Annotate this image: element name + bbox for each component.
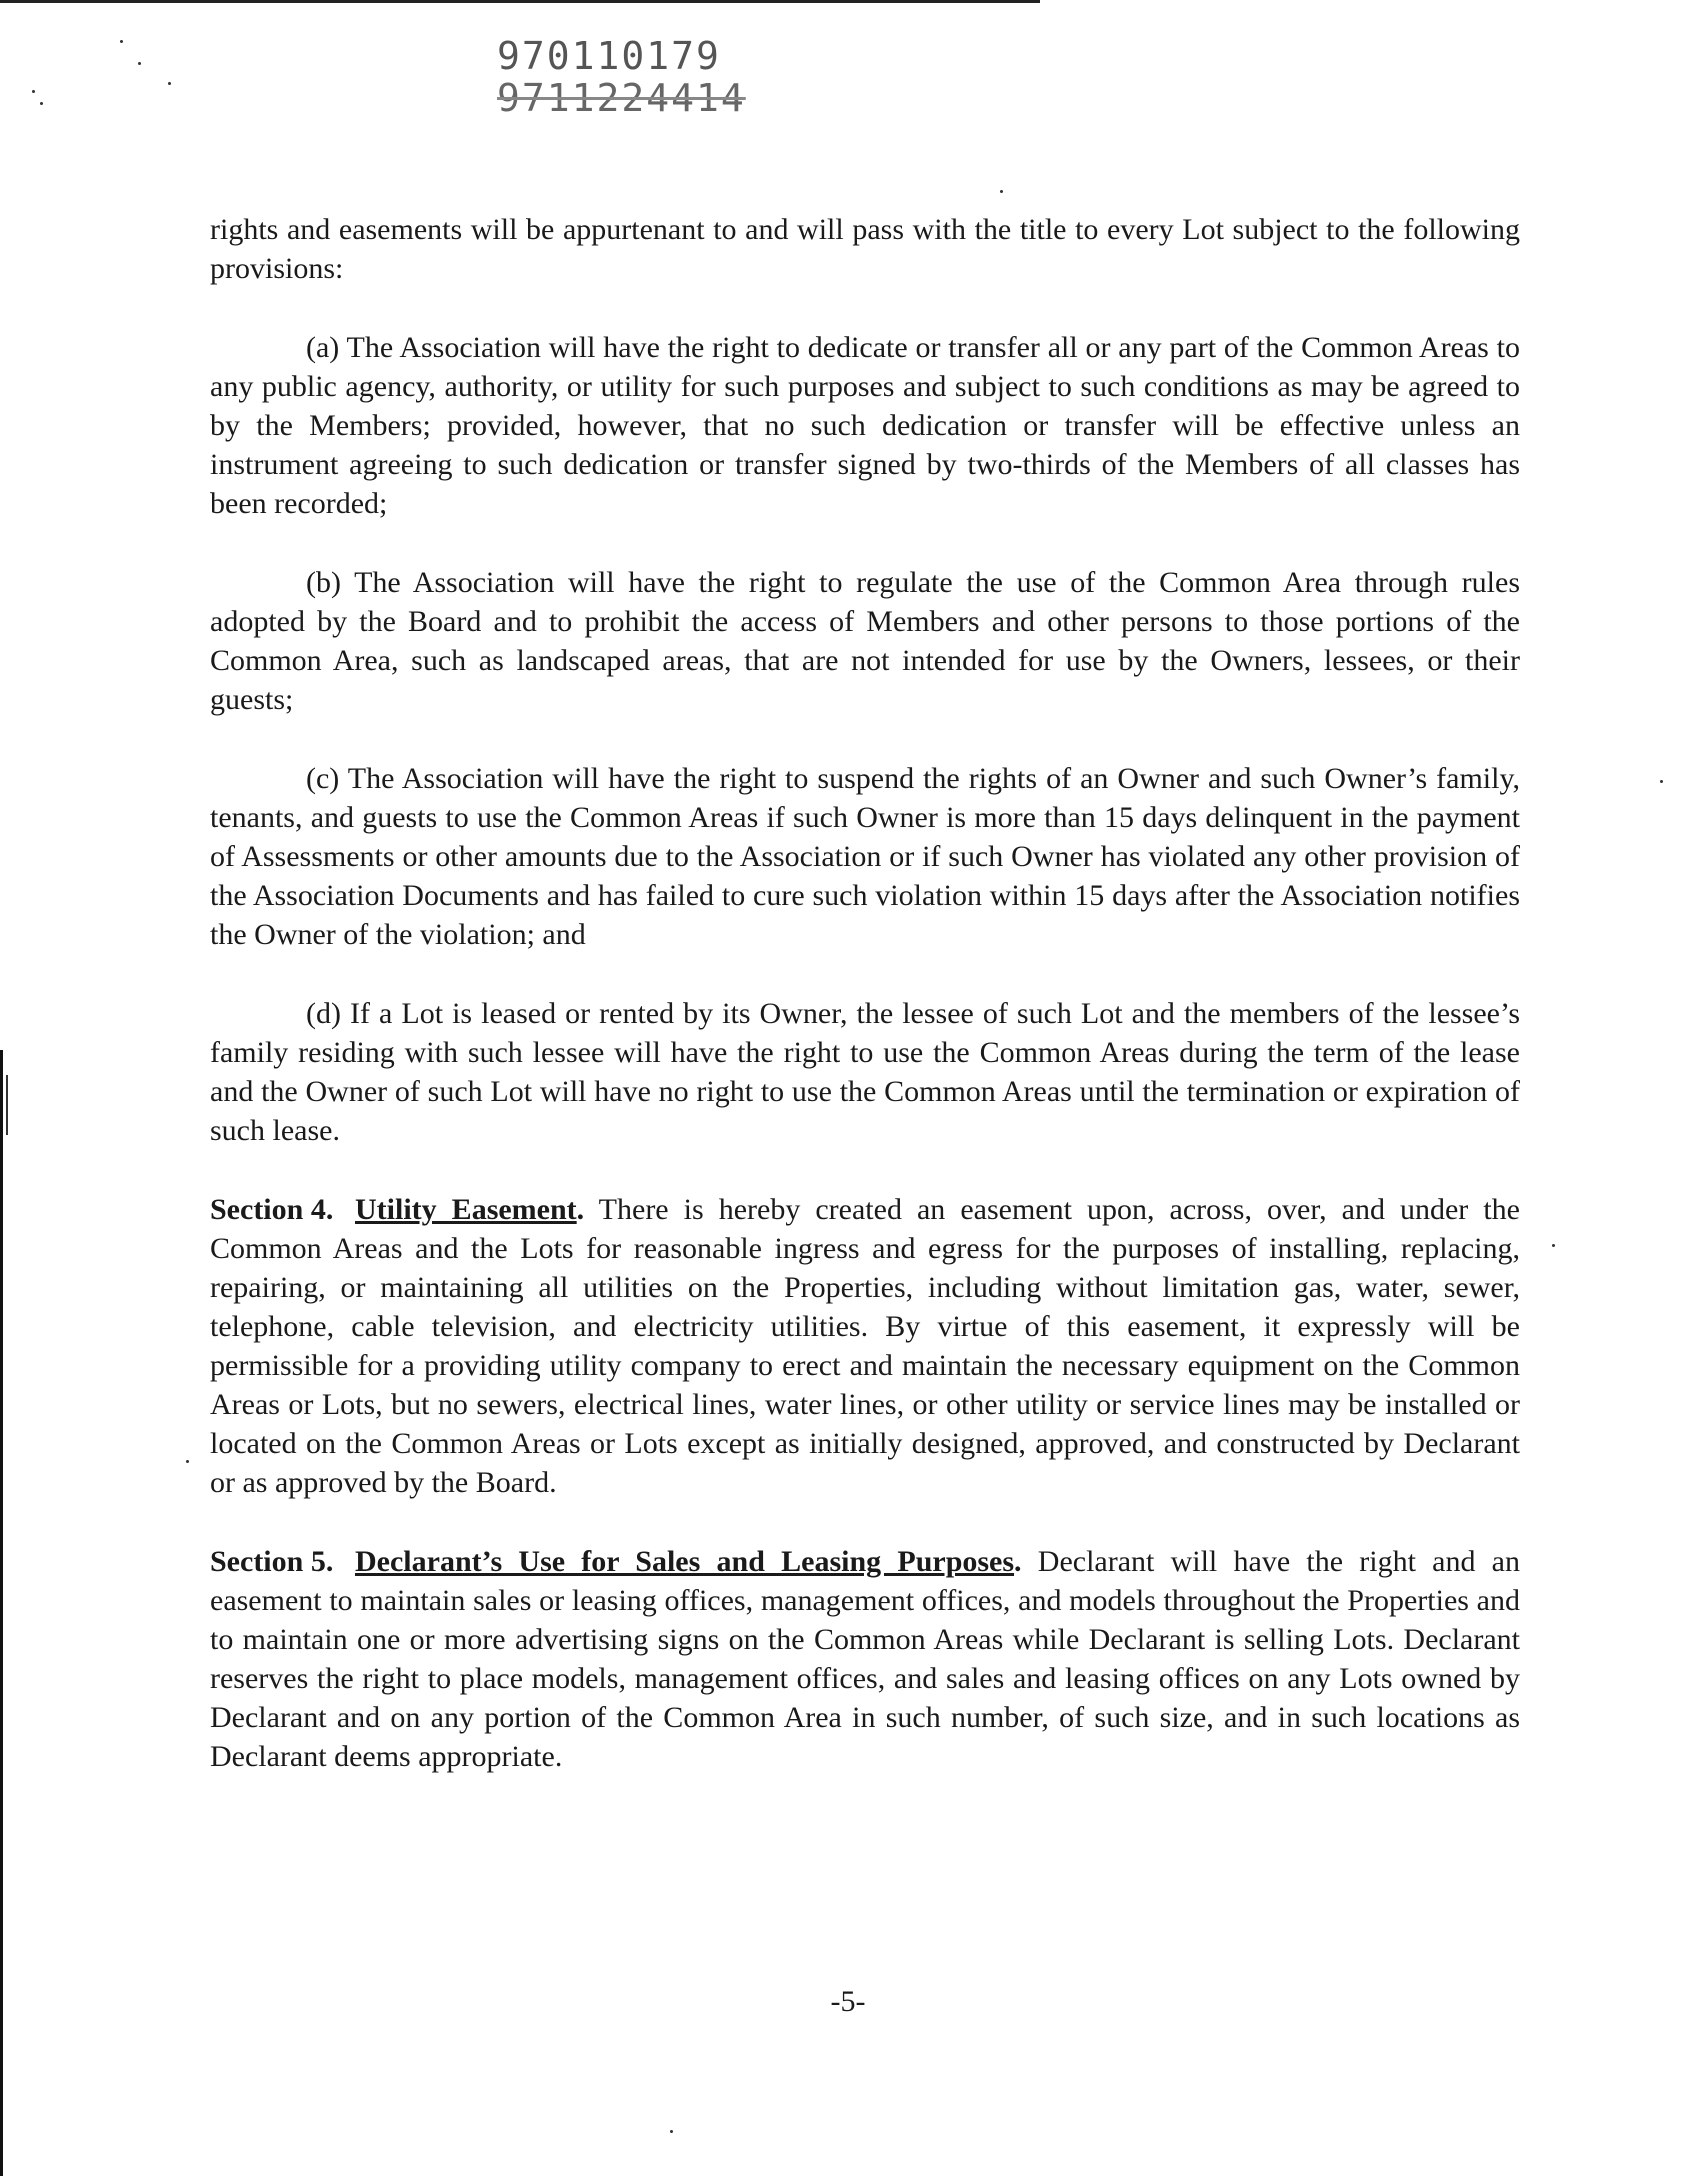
section-4-title: Utility Easement: [355, 1193, 577, 1226]
document-body: [210, 210, 1520, 1816]
section-5-body: Declarant will have the right and an easement to maintain sales or leasing offices, management offices, and models throughout the Properties and to maintain one or more advertising signs on the Common Areas while Declarant is selling Lots. Declarant reserves the right to place models, management offices, and sales and leasing offices on any Lots owned by Declarant and on any portion of the Common Area in such number, of such size, and in such locations as Declarant deems appropriate.: [210, 1545, 1520, 1773]
document-number-stamp: 970110179: [497, 34, 721, 78]
provision-a: (a) The Association will have the right to dedicate or transfer all or any part of the Common Areas to any public agency, authority, or utility for such purposes and subject to such conditions as may be agreed to by the Members; provided, however, that no such dedication or transfer will be effective unless an instrument agreeing to such dedication or transfer signed by two-thirds of the Members of all classes has been recorded;: [210, 331, 1520, 520]
paragraph-intro: rights and easements will be appurtenant to and will pass with the title to every Lot subject to the following provisions:: [210, 213, 1520, 285]
page-number: -5-: [830, 1985, 866, 2018]
section-4: Section 4. Utility Easement. There is hereby created an easement upon, across, over, and under the Common Areas and the Lots for reasonable ingress and egress for the purposes of installing, replacing, repairing, or maintaining all utilities on the Properties, including without limitation gas, water, sewer, telephone, cable television, and electricity utilities. By virtue of this easement, it expressly will be permissible for a providing utility company to erect and maintain the necessary equipment on the Common Areas or Lots, but no sewers, electrical lines, water lines, or other utility or service lines may be installed or located on the Common Areas or Lots except as initially designed, approved, and constructed by Declarant or as approved by the Board.: [210, 1190, 1520, 1502]
scan-speck: [168, 82, 171, 85]
provision-b: (b) The Association will have the right to regulate the use of the Common Area through rules adopted by the Board and to prohibit the access of Members and other persons to those portions of the Common Area, such as landscaped areas, that are not intended for use by the Owners, lessees, or their guests;: [210, 566, 1520, 716]
scan-speck: [120, 40, 123, 43]
scan-speck: [32, 90, 35, 93]
scan-speck: [40, 102, 43, 105]
scan-speck: [1552, 1244, 1555, 1247]
scan-speck: [186, 1460, 189, 1463]
provision-c: (c) The Association will have the right to suspend the rights of an Owner and such Owner’s family, tenants, and guests to use the Common Areas if such Owner is more than 15 days delinquent in the payment of Assessments or other amounts due to the Association or if such Owner has violated any other provision of the Association Documents and has failed to cure such violation within 15 days after the Association notifies the Owner of the violation; and: [210, 762, 1520, 951]
scan-speck: [1660, 780, 1663, 783]
scan-top-edge: [0, 0, 1040, 3]
section-5-title: Declarant’s Use for Sales and Leasing Purposes: [355, 1545, 1015, 1578]
section-4-number: Section 4.: [210, 1193, 334, 1226]
scan-edge-mark: [6, 1075, 8, 1135]
scan-speck: [138, 62, 141, 65]
section-5-number: Section 5.: [210, 1545, 334, 1578]
scan-speck: [1000, 190, 1003, 193]
section-4-body: There is hereby created an easement upon, across, over, and under the Common Areas and the Lots for reasonable ingress and egress for the purposes of installing, replacing, repairing, or maintaining all utilities on the Properties, including without limitation gas, water, sewer, telephone, cable television, and electricity utilities. By virtue of this easement, it expressly will be permissible for a providing utility company to erect and maintain the necessary equipment on the Common Areas or Lots, but no sewers, electrical lines, water lines, or other utility or service lines may be installed or located on the Common Areas or Lots except as initially designed, approved, and constructed by Declarant or as approved by the Board.: [210, 1193, 1520, 1499]
scan-speck: [670, 2130, 673, 2133]
document-number-stamp-overprint: 9711224414: [497, 76, 746, 120]
section-5: Section 5. Declarant’s Use for Sales and Leasing Purposes. Declarant will have the right and an easement to maintain sales or leasing offices, management offices, and models throughout the Properties and to maintain one or more advertising signs on the Common Areas while Declarant is selling Lots. Declarant reserves the right to place models, management offices, and sales and leasing offices on any Lots owned by Declarant and on any portion of the Common Area in such number, of such size, and in such locations as Declarant deems appropriate.: [210, 1542, 1520, 1776]
provision-d: (d) If a Lot is leased or rented by its Owner, the lessee of such Lot and the members of the lessee’s family residing with such lessee will have the right to use the Common Areas during the term of the lease and the Owner of such Lot will have no right to use the Common Areas until the termination or expiration of such lease.: [210, 997, 1520, 1147]
